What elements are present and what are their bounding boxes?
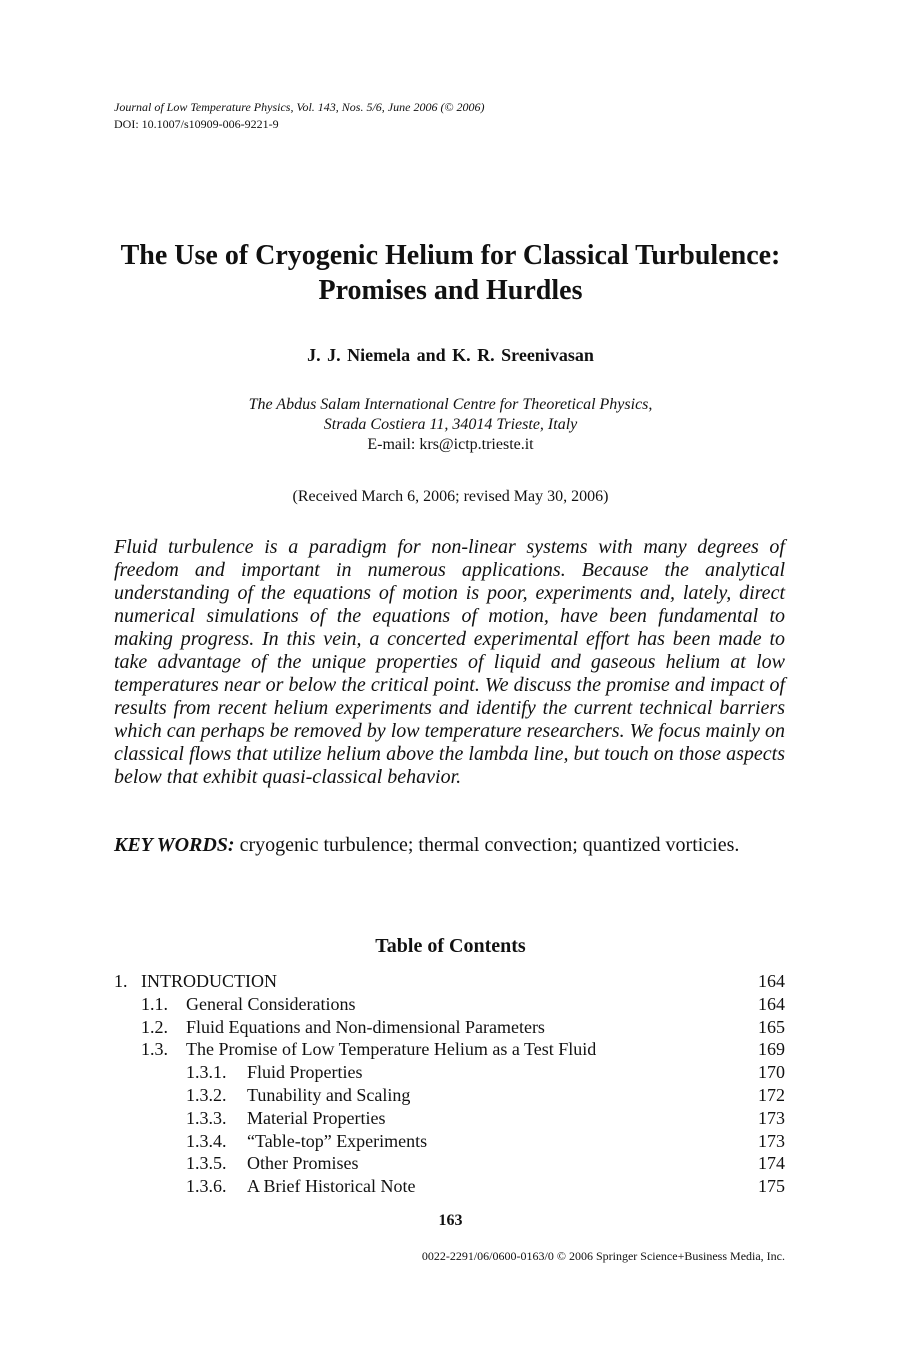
toc-page: 173	[758, 1130, 785, 1151]
toc-entry	[114, 1038, 785, 1061]
toc-number: 1.3.	[141, 1039, 168, 1060]
toc-number: 1.3.1.	[186, 1062, 227, 1083]
abstract: Fluid turbulence is a paradigm for non-linear systems with many degrees of freedom and important in numerous applications. Because the analytical understanding of the equations of motion is poor, experiments and, lately, direct numerical simulations of the equations of motion, have been fundamental to making progress. In this vein, a concerted experimental effort has been made to take advantage of the unique properties of liquid and gaseous helium at low temperatures near or below the critical point. We discuss the promise and impact of results from recent helium experiments and identify the current technical barriers which can perhaps be removed by low temperature researchers. We focus mainly on classical flows that utilize helium above the lambda line, but touch on those aspects below that exhibit quasi-classical behavior.	[114, 536, 785, 788]
toc-label: Fluid Properties	[247, 1062, 363, 1083]
toc-label: “Table-top” Experiments	[247, 1130, 428, 1151]
toc-number: 1.	[114, 971, 128, 991]
toc-entry	[114, 1130, 785, 1153]
paper-title	[100, 238, 801, 308]
toc-number: 1.3.3.	[186, 1107, 227, 1128]
toc-number: 1.1.	[141, 993, 168, 1014]
affiliation	[100, 395, 801, 455]
page-number: 163	[438, 1212, 463, 1229]
title-line-2: Promises and Hurdles	[318, 275, 583, 306]
affiliation-address: Strada Costiera 11, 34014 Trieste, Italy	[323, 416, 578, 433]
toc-entry	[114, 1084, 785, 1107]
toc-entry	[114, 1152, 785, 1175]
toc-entry	[114, 1061, 785, 1084]
toc-page: 165	[758, 1016, 785, 1037]
keywords-label: KEY WORDS:	[114, 834, 235, 856]
toc-page: 170	[758, 1062, 785, 1083]
toc-entry	[114, 1175, 785, 1198]
toc-number: 1.2.	[141, 1016, 168, 1037]
toc-page: 175	[758, 1176, 785, 1197]
toc-label: A Brief Historical Note	[247, 1176, 416, 1197]
toc-page: 173	[758, 1107, 785, 1128]
toc-label: The Promise of Low Temperature Helium as a Test Fluid	[186, 1039, 597, 1060]
toc-number: 1.3.4.	[186, 1130, 227, 1151]
toc-page: 174	[758, 1153, 785, 1174]
toc-entry	[114, 970, 785, 993]
toc-number: 1.3.6.	[186, 1176, 227, 1197]
affiliation-institution: The Abdus Salam International Centre for Theoretical Physics,	[248, 396, 653, 413]
toc-entry	[114, 1016, 785, 1039]
toc-page: 164	[758, 993, 785, 1014]
toc-page: 164	[758, 971, 785, 991]
toc-page: 172	[758, 1084, 785, 1105]
received-dates: (Received March 6, 2006; revised May 30, 2006)	[292, 488, 609, 505]
toc-label: Other Promises	[247, 1153, 359, 1174]
authors: J. J. Niemela and K. R. Sreenivasan	[307, 345, 594, 365]
toc-number: 1.3.2.	[186, 1084, 227, 1105]
doi: DOI: 10.1007/s10909-006-9221-9	[114, 117, 279, 131]
toc-heading: Table of Contents	[375, 935, 526, 957]
affiliation-email: E-mail: krs@ictp.trieste.it	[367, 436, 534, 453]
toc-label: Tunability and Scaling	[247, 1084, 411, 1105]
toc-label: INTRODUCTION	[141, 971, 277, 991]
toc-number: 1.3.5.	[186, 1153, 227, 1174]
copyright-line: 0022-2291/06/0600-0163/0 © 2006 Springer Science+Business Media, Inc.	[421, 1249, 785, 1263]
keywords	[114, 833, 785, 858]
table-of-contents	[114, 970, 785, 1198]
journal-citation: Journal of Low Temperature Physics, Vol. 143, Nos. 5/6, June 2006 (© 2006)	[114, 100, 485, 114]
toc-entry	[114, 993, 785, 1016]
title-line-1: The Use of Cryogenic Helium for Classical Turbulence:	[120, 240, 781, 271]
toc-label: Fluid Equations and Non-dimensional Parameters	[186, 1016, 545, 1037]
toc-entry	[114, 1107, 785, 1130]
toc-label: Material Properties	[247, 1107, 386, 1128]
keywords-text: cryogenic turbulence; thermal convection; quantized vorticies.	[239, 834, 740, 856]
toc-page: 169	[758, 1039, 785, 1060]
toc-label: General Considerations	[186, 993, 356, 1014]
